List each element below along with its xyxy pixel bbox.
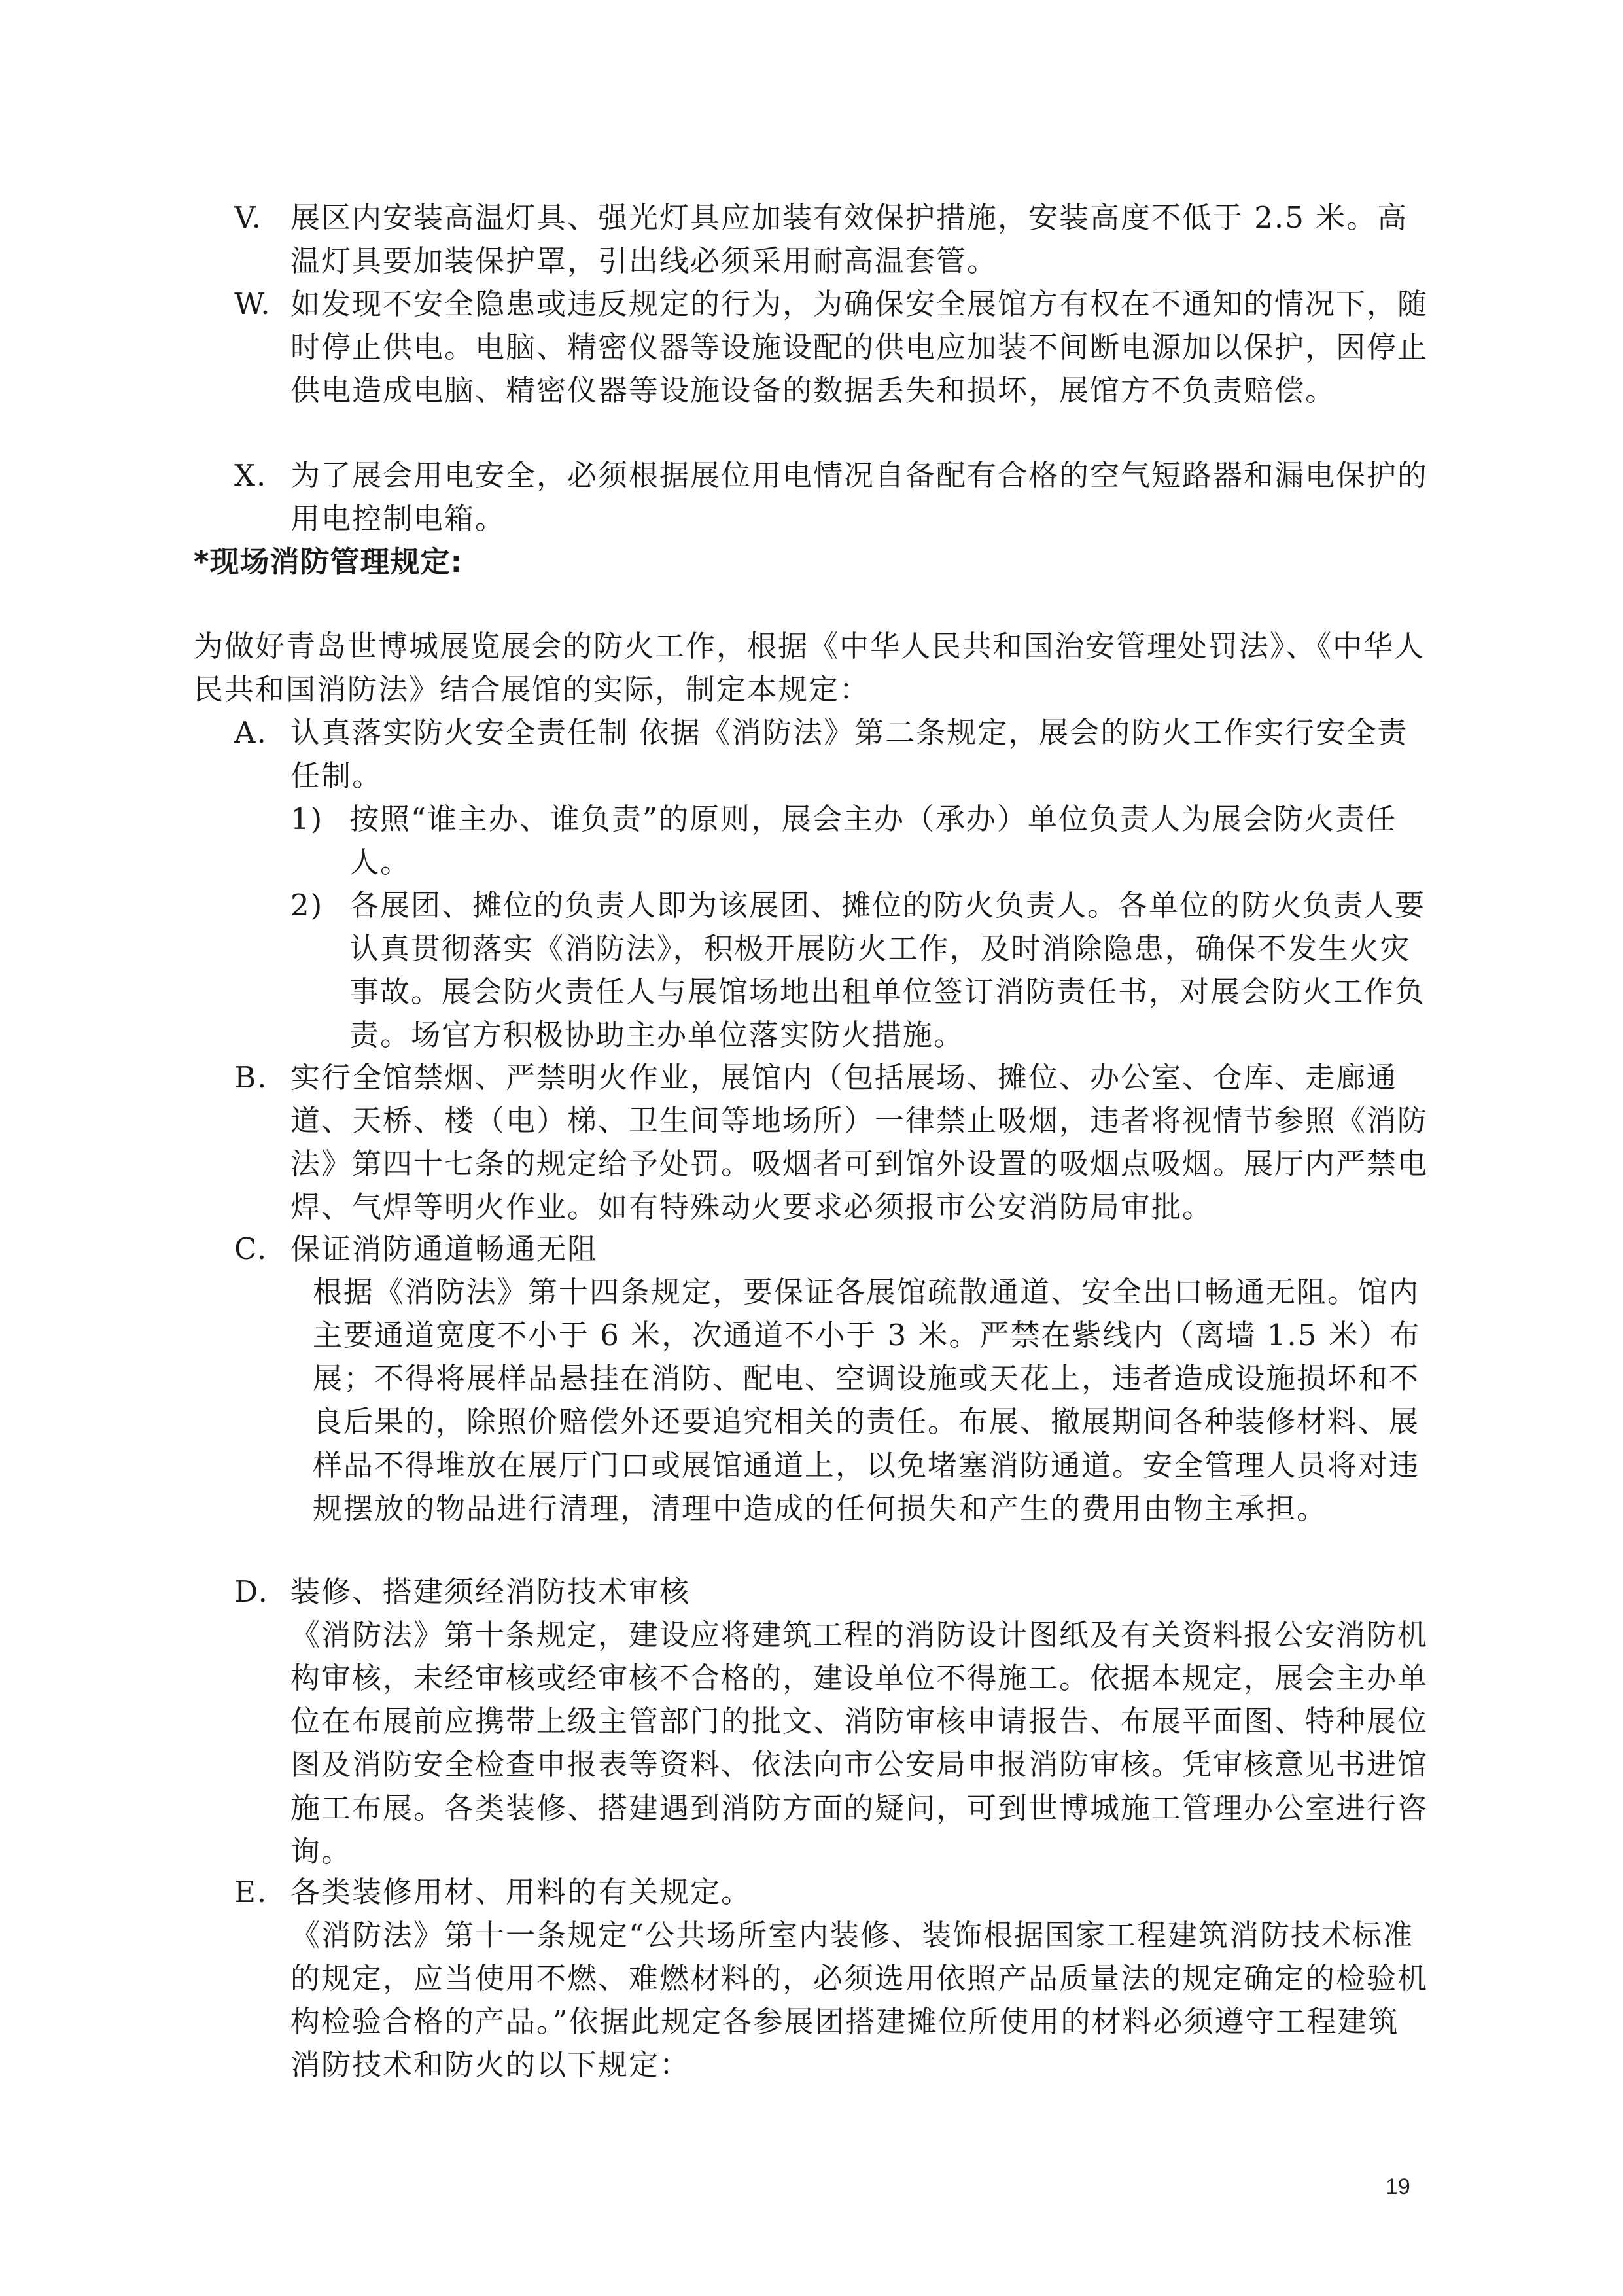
item-w-label: W. [234,287,271,321]
item-a2-text: 各展团、摊位的负责人即为该展团、摊位的防火负责人。各单位的防火负责人要认真贯彻落实《消防法》，积极开展防火工作，及时消除隐患，确保不发生火灾事故。展会防火责任人与展馆场地出租单位签订消防责任书，对展会防火工作负责。场官方积极协助主办单位落实防火措施。 [349,888,1426,1053]
item-b-label: B. [234,1060,268,1095]
section-heading: *现场消防管理规定: [194,544,463,579]
item-a1-label: 1) [290,802,324,836]
item-d-title: 装修、搭建须经消防技术审核 [290,1574,691,1609]
item-e-body: 《消防法》第十一条规定“公共场所室内装修、装饰根据国家工程建筑消防技术标准的规定，应当使用不燃、难燃材料的，必须选用依照产品质量法的规定确定的检验机构检验合格的产品。”依据此规定各参展团搭建摊位所使用的材料必须遵守工程建筑消防技术和防火的以下规定： [290,1918,1429,2083]
item-v-label: V. [234,200,262,235]
item-v-text: 展区内安装高温灯具、强光灯具应加装有效保护措施，安装高度不低于 2.5 米。高温灯具要加装保护罩，引出线必须采用耐高温套管。 [290,200,1408,279]
item-a-text: 认真落实防火安全责任制 依据《消防法》第二条规定，展会的防火工作实行安全责任制。 [290,715,1408,794]
item-c-body: 根据《消防法》第十四条规定，要保证各展馆疏散通道、安全出口畅通无阻。馆内主要通道宽度不小于 6 米，次通道不小于 3 米。严禁在紫线内（离墙 1.5 米）布展；不得将展样品悬挂在消防、配电、空调设施或天花上，违者造成设施损坏和不良后果的，除照价赔偿外还要追究相关的责任。布展、撤展期间各种装修材料、展样品不得堆放在展厅门口或展馆通道上，以免堵塞消防通道。安全管理人员将对违规摆放的物品进行清理，清理中造成的任何损失和产生的费用由物主承担。 [313,1275,1421,1526]
item-a2-label: 2) [290,888,324,923]
item-a1-text: 按照“谁主办、谁负责”的原则，展会主办（承办）单位负责人为展会防火责任人。 [349,802,1397,880]
item-d-body: 《消防法》第十条规定，建设应将建筑工程的消防设计图纸及有关资料报公安消防机构审核，未经审核或经审核不合格的，建设单位不得施工。依据本规定，展会主办单位在布展前应携带上级主管部门的批文、消防审核申请报告、布展平面图、特种展位图及消防安全检查申报表等资料、依法向市公安局申报消防审核。凭审核意见书进馆施工布展。各类装修、搭建遇到消防方面的疑问，可到世博城施工管理办公室进行咨询。 [290,1617,1429,1869]
item-c-label: C. [234,1231,268,1266]
item-x-text: 为了展会用电安全，必须根据展位用电情况自备配有合格的空气短路器和漏电保护的用电控制电箱。 [290,458,1429,537]
intro-paragraph: 为做好青岛世博城展览展会的防火工作，根据《中华人民共和国治安管理处罚法》、《中华人民共和国消防法》结合展馆的实际，制定本规定： [194,629,1425,707]
item-c-title: 保证消防通道畅通无阻 [290,1231,599,1266]
item-x-label: X. [234,458,268,493]
item-a-label: A. [234,715,268,750]
item-d-label: D. [234,1574,269,1609]
page-number: 19 [1386,2174,1410,2199]
item-e-title: 各类装修用材、用料的有关规定。 [290,1875,752,1909]
item-e-label: E. [234,1875,268,1909]
item-w-text: 如发现不安全隐患或违反规定的行为，为确保安全展馆方有权在不通知的情况下，随时停止供电。电脑、精密仪器等设施设配的供电应加装不间断电源加以保护，因停止供电造成电脑、精密仪器等设施设备的数据丢失和损坏，展馆方不负责赔偿。 [290,287,1429,408]
item-b-text: 实行全馆禁烟、严禁明火作业，展馆内（包括展场、摊位、办公室、仓库、走廊通道、天桥、楼（电）梯、卫生间等地场所）一律禁止吸烟，违者将视情节参照《消防法》第四十七条的规定给予处罚。吸烟者可到馆外设置的吸烟点吸烟。展厅内严禁电焊、气焊等明火作业。如有特殊动火要求必须报市公安消防局审批。 [290,1060,1429,1225]
